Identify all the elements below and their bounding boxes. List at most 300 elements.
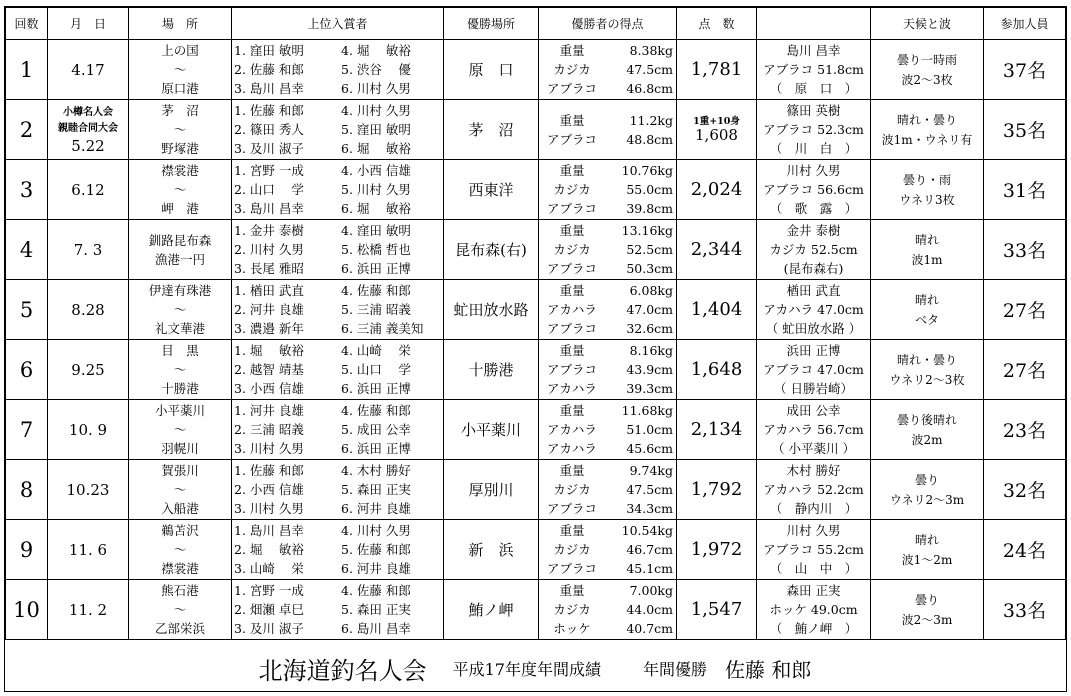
- winner-catches-cell: [539, 520, 677, 580]
- wave-condition: ウネリ3枚: [899, 192, 955, 207]
- ranking-entry: 2. 越智 靖基: [234, 362, 304, 377]
- ranking-entry: 4. 佐藤 和郎: [341, 583, 411, 598]
- header-row: [6, 8, 1066, 40]
- ranking-entry: 2. 小西 信雄: [234, 482, 304, 497]
- catch-category: 重量: [559, 43, 585, 58]
- catch-category: アカハラ: [547, 302, 597, 317]
- header-cell: 回数: [6, 8, 48, 40]
- ranking-entry: 3. 長尾 雅昭: [234, 261, 304, 276]
- winner-name: 金井 泰樹: [786, 223, 841, 238]
- catch-value: 40.7cm: [626, 621, 673, 636]
- location-tilde: 漁港一円: [154, 251, 205, 267]
- results-table: [5, 7, 1066, 640]
- points-value: 2,024: [690, 179, 743, 200]
- location-start: 伊達有珠港: [148, 283, 212, 298]
- points-cell: [677, 220, 757, 280]
- winner-catch: アカハラ 47.0cm: [763, 302, 864, 317]
- catch-value: 32.6cm: [626, 321, 673, 336]
- champion-label: 年間優勝: [643, 659, 708, 679]
- winner-cell: [757, 580, 871, 640]
- event-date: 6.12: [71, 180, 105, 199]
- event-date: 7. 3: [73, 240, 103, 259]
- event-note-line-2: 親睦合同大会: [58, 122, 118, 134]
- participant-count: 24名: [984, 520, 1066, 580]
- winning-venue: 新 浜: [444, 520, 539, 580]
- participant-count: 37名: [984, 40, 1066, 100]
- winner-catch: アブラコ 51.8cm: [763, 62, 864, 77]
- table-row: [6, 460, 1066, 520]
- ranking-entry: 1. 楢田 武直: [234, 283, 304, 298]
- ranking-entry: 2. 畑瀬 卓巳: [234, 602, 304, 617]
- catch-value: 8.16kg: [629, 343, 673, 358]
- ranking-entry: 4. 小西 信雄: [341, 163, 411, 178]
- catch-value: 55.0cm: [626, 182, 673, 197]
- winner-name: 川村 久男: [786, 163, 841, 178]
- catch-value: 34.3cm: [626, 501, 673, 516]
- rankings-cell: [232, 340, 444, 400]
- catch-category: 重量: [559, 343, 585, 358]
- winning-venue: 厚別川: [444, 460, 539, 520]
- points-value: 1,547: [690, 599, 743, 620]
- points-cell: [677, 520, 757, 580]
- catch-value: 45.6cm: [626, 441, 673, 456]
- rankings-cell: [232, 220, 444, 280]
- location-cell: [129, 220, 232, 280]
- ranking-entry: 2. 山口 学: [234, 182, 304, 197]
- ranking-entry: 1. 窪田 敏明: [234, 43, 304, 58]
- ranking-entry: 4. 川村 久男: [341, 103, 411, 118]
- location-tilde: ～: [173, 62, 187, 77]
- date-cell: [48, 580, 129, 640]
- ranking-entry: 3. 島川 昌幸: [234, 201, 304, 216]
- table-row: [6, 400, 1066, 460]
- location-start: 熊石港: [161, 583, 199, 598]
- winner-spot: (昆布森右): [783, 261, 844, 276]
- weather-condition: 晴れ: [914, 292, 939, 307]
- weather-cell: [871, 340, 984, 400]
- weather-condition: 晴れ: [914, 532, 939, 547]
- ranking-entry: 3. 及川 淑子: [234, 141, 304, 156]
- location-cell: [129, 400, 232, 460]
- table-row: [6, 160, 1066, 220]
- header-cell: 点 数: [677, 8, 757, 40]
- winner-catches-cell: [539, 160, 677, 220]
- location-start: 釧路昆布森: [148, 232, 212, 248]
- points-cell: [677, 460, 757, 520]
- rankings-cell: [232, 40, 444, 100]
- location-end: 十勝港: [161, 381, 199, 396]
- catch-value: 7.00kg: [629, 583, 673, 598]
- location-start: 茅 沼: [161, 103, 199, 118]
- location-tilde: ～: [173, 362, 187, 377]
- catch-value: 11.2kg: [629, 112, 673, 128]
- winner-spot: （ 虻田放水路 ）: [765, 321, 862, 336]
- catch-value: 43.9cm: [626, 362, 673, 377]
- winner-cell: [757, 400, 871, 460]
- catch-value: 47.0cm: [626, 302, 673, 317]
- winner-spot: （ 日勝岩崎）: [774, 381, 853, 396]
- catch-value: 8.38kg: [629, 43, 673, 58]
- winner-catch: アブラコ 55.2cm: [763, 542, 864, 557]
- catch-category: アカハラ: [547, 422, 597, 437]
- points-value: 1,608: [695, 126, 738, 144]
- ranking-entry: 1. 宮野 一成: [234, 163, 304, 178]
- date-cell: [48, 400, 129, 460]
- catch-value: 39.3cm: [626, 381, 673, 396]
- catch-category: アカハラ: [547, 381, 597, 396]
- winner-catch: アブラコ 52.3cm: [763, 122, 864, 137]
- winner-catches-cell: [539, 280, 677, 340]
- winner-name: 木村 勝好: [786, 463, 841, 478]
- catch-category: 重量: [559, 223, 585, 238]
- ranking-entry: 1. 金井 泰樹: [234, 223, 304, 238]
- location-start: 賀張川: [161, 463, 199, 478]
- winning-venue: 昆布森(右): [444, 220, 539, 280]
- location-cell: [129, 100, 232, 160]
- header-cell: 天候と波: [871, 8, 984, 40]
- event-date: 5.22: [71, 136, 105, 155]
- catch-category: アブラコ: [546, 362, 597, 377]
- table-row: [6, 40, 1066, 100]
- ranking-entry: 5. 成田 公幸: [341, 422, 411, 437]
- ranking-entry: 4. 山崎 栄: [341, 343, 411, 358]
- winner-name: 森田 正実: [786, 583, 841, 598]
- catch-category: 重量: [559, 163, 585, 178]
- winner-spot: （ 鮪ノ岬 ）: [769, 621, 858, 636]
- participant-count: 32名: [984, 460, 1066, 520]
- weather-cell: [871, 40, 984, 100]
- winner-catches-cell: [539, 40, 677, 100]
- rankings-cell: [232, 160, 444, 220]
- ranking-entry: 5. 山口 学: [341, 362, 411, 377]
- season-title: 平成17年度年間成績: [452, 659, 601, 679]
- ranking-entry: 6. 河井 良雄: [341, 501, 411, 516]
- event-date: 9.25: [71, 360, 105, 379]
- header-cell: 優勝場所: [444, 8, 539, 40]
- winner-cell: [757, 100, 871, 160]
- location-tilde: ～: [173, 182, 187, 197]
- catch-value: 51.0cm: [626, 422, 673, 437]
- ranking-entry: 2. 堀 敏裕: [234, 542, 304, 557]
- ranking-entry: 3. 川村 久男: [234, 441, 304, 456]
- ranking-entry: 5. 松橋 哲也: [341, 242, 411, 257]
- winner-cell: [757, 520, 871, 580]
- location-end: 礼文華港: [154, 321, 205, 336]
- location-start: 上の国: [161, 43, 199, 58]
- ranking-entry: 3. 及川 淑子: [234, 621, 304, 636]
- winner-catches-cell: [539, 340, 677, 400]
- winning-venue: 原 口: [444, 40, 539, 100]
- weather-condition: 曇り: [914, 592, 939, 607]
- catch-value: 44.0cm: [626, 602, 673, 617]
- wave-condition: 波1m・ウネリ有: [881, 132, 973, 147]
- weather-cell: [871, 520, 984, 580]
- winner-cell: [757, 220, 871, 280]
- winner-catch: アブラコ 47.0cm: [763, 362, 864, 377]
- ranking-entry: 5. 渋谷 優: [341, 62, 411, 77]
- catch-category: アブラコ: [546, 201, 597, 216]
- header-cell: 優勝者の得点: [539, 8, 677, 40]
- event-date: 8.28: [71, 300, 105, 319]
- date-cell: [48, 100, 129, 160]
- winner-cell: [757, 280, 871, 340]
- header-cell: 参加人員: [984, 8, 1066, 40]
- catch-value: 9.74kg: [629, 463, 673, 478]
- wave-condition: 波1～2m: [901, 552, 953, 567]
- ranking-entry: 3. 川村 久男: [234, 501, 304, 516]
- catch-category: カジカ: [553, 482, 591, 497]
- event-date: 10.23: [66, 480, 110, 499]
- points-value: 2,344: [690, 239, 743, 260]
- table-row: [6, 580, 1066, 640]
- location-tilde: ～: [173, 122, 187, 137]
- winning-venue: 虻田放水路: [444, 280, 539, 340]
- catch-category: 重量: [559, 283, 585, 298]
- catch-value: 11.68kg: [621, 403, 673, 418]
- winner-cell: [757, 40, 871, 100]
- location-start: 目 黒: [161, 343, 199, 358]
- table-row: [6, 220, 1066, 280]
- participant-count: 35名: [984, 100, 1066, 160]
- ranking-entry: 3. 島川 昌幸: [234, 81, 304, 96]
- catch-category: アブラコ: [546, 561, 597, 576]
- catch-value: 50.3cm: [626, 261, 673, 276]
- rankings-cell: [232, 580, 444, 640]
- header-cell: 上位入賞者: [232, 8, 444, 40]
- location-cell: [129, 160, 232, 220]
- winner-catches-cell: [539, 580, 677, 640]
- location-end: 羽幌川: [161, 441, 199, 456]
- ranking-entry: 4. 堀 敏裕: [341, 43, 411, 58]
- catch-category: 重量: [559, 403, 585, 418]
- ranking-entry: 1. 宮野 一成: [234, 583, 304, 598]
- ranking-entry: 6. 浜田 正博: [341, 441, 411, 456]
- weather-condition: 曇り後晴れ: [896, 412, 957, 427]
- catch-value: 47.5cm: [626, 62, 673, 77]
- ranking-entry: 2. 篠田 秀人: [234, 122, 304, 137]
- weather-condition: 晴れ・曇り: [896, 112, 957, 127]
- location-tilde: ～: [173, 422, 187, 437]
- weather-cell: [871, 460, 984, 520]
- header-cell: 場 所: [129, 8, 232, 40]
- points-value: 1,972: [690, 539, 743, 560]
- wave-condition: 波2m: [911, 432, 943, 447]
- participant-count: 31名: [984, 160, 1066, 220]
- ranking-entry: 6. 川村 久男: [341, 81, 411, 96]
- points-note: 1重+10身: [693, 116, 740, 127]
- ranking-entry: 4. 川村 久男: [341, 523, 411, 538]
- location-end: 野塚港: [161, 141, 199, 156]
- rankings-cell: [232, 280, 444, 340]
- location-end: 原口港: [161, 81, 199, 96]
- catch-category: アブラコ: [546, 131, 597, 147]
- winner-spot: （ 歌 露 ）: [769, 201, 858, 216]
- location-tilde: ～: [173, 602, 187, 617]
- location-end: 襟裳港: [161, 561, 199, 576]
- round-number: 9: [6, 520, 48, 580]
- catch-category: 重量: [559, 583, 585, 598]
- catch-category: アカハラ: [547, 441, 597, 456]
- wave-condition: 波1m: [911, 252, 943, 267]
- ranking-entry: 6. 三浦 義美知: [341, 321, 424, 336]
- winner-catches-cell: [539, 100, 677, 160]
- ranking-entry: 6. 堀 敏裕: [341, 141, 411, 156]
- ranking-entry: 2. 川村 久男: [234, 242, 304, 257]
- ranking-entry: 6. 島川 昌幸: [341, 621, 411, 636]
- winner-name: 川村 久男: [786, 523, 841, 538]
- winner-name: 成田 公幸: [786, 403, 841, 418]
- winner-catches-cell: [539, 460, 677, 520]
- event-date: 10. 9: [68, 420, 108, 439]
- participant-count: 33名: [984, 220, 1066, 280]
- catch-category: カジカ: [553, 542, 591, 557]
- ranking-entry: 4. 佐藤 和郎: [341, 403, 411, 418]
- round-number: 5: [6, 280, 48, 340]
- results-sheet: [4, 6, 1067, 692]
- weather-condition: 晴れ: [914, 232, 939, 247]
- ranking-entry: 1. 堀 敏裕: [234, 343, 304, 358]
- ranking-entry: 4. 木村 勝好: [341, 463, 411, 478]
- location-cell: [129, 280, 232, 340]
- winning-venue: 茅 沼: [444, 100, 539, 160]
- event-date: 11. 6: [68, 540, 108, 559]
- points-cell: [677, 40, 757, 100]
- catch-value: 48.8cm: [626, 131, 673, 147]
- catch-category: 重量: [559, 523, 585, 538]
- weather-condition: 曇り: [914, 472, 939, 487]
- catch-category: カジカ: [553, 62, 591, 77]
- catch-value: 47.5cm: [626, 482, 673, 497]
- ranking-entry: 1. 島川 昌幸: [234, 523, 304, 538]
- weather-cell: [871, 280, 984, 340]
- catch-category: アブラコ: [546, 321, 597, 336]
- catch-category: カジカ: [553, 242, 591, 257]
- location-cell: [129, 340, 232, 400]
- location-end: 乙部栄浜: [154, 621, 205, 636]
- catch-value: 45.1cm: [626, 561, 673, 576]
- winning-venue: 十勝港: [444, 340, 539, 400]
- round-number: 6: [6, 340, 48, 400]
- winner-catch: アブラコ 56.6cm: [763, 182, 864, 197]
- wave-condition: 波2～3枚: [901, 72, 953, 87]
- winner-cell: [757, 160, 871, 220]
- points-cell: [677, 400, 757, 460]
- points-cell: [677, 280, 757, 340]
- ranking-entry: 5. 三浦 昭義: [341, 302, 411, 317]
- winner-spot: （ 川 白 ）: [769, 141, 858, 156]
- winner-name: 篠田 英樹: [786, 103, 841, 118]
- wave-condition: ウネリ2～3m: [889, 492, 965, 507]
- catch-category: 重量: [559, 463, 585, 478]
- ranking-entry: 6. 浜田 正博: [341, 261, 411, 276]
- ranking-entry: 4. 佐藤 和郎: [341, 283, 411, 298]
- ranking-entry: 6. 河井 良雄: [341, 561, 411, 576]
- rankings-cell: [232, 460, 444, 520]
- round-number: 3: [6, 160, 48, 220]
- catch-value: 39.8cm: [626, 201, 673, 216]
- ranking-entry: 6. 堀 敏裕: [341, 201, 411, 216]
- catch-category: 重量: [559, 112, 585, 128]
- wave-condition: ベタ: [914, 312, 939, 327]
- catch-value: 46.7cm: [626, 542, 673, 557]
- catch-category: アブラコ: [546, 501, 597, 516]
- location-start: 襟裳港: [161, 163, 199, 178]
- catch-category: アブラコ: [546, 261, 597, 276]
- weather-condition: 晴れ・曇り: [896, 352, 957, 367]
- location-cell: [129, 580, 232, 640]
- location-tilde: ～: [173, 542, 187, 557]
- points-cell: [677, 100, 757, 160]
- ranking-entry: 2. 三浦 昭義: [234, 422, 304, 437]
- points-value: 1,404: [690, 299, 743, 320]
- catch-value: 6.08kg: [629, 283, 673, 298]
- participant-count: 33名: [984, 580, 1066, 640]
- date-cell: [48, 460, 129, 520]
- winning-venue: 小平薬川: [444, 400, 539, 460]
- participant-count: 23名: [984, 400, 1066, 460]
- winner-catch: アカハラ 56.7cm: [763, 422, 864, 437]
- catch-category: アブラコ: [546, 81, 597, 96]
- location-start: 小平薬川: [154, 403, 205, 418]
- ranking-entry: 5. 佐藤 和郎: [341, 542, 411, 557]
- weather-cell: [871, 400, 984, 460]
- table-row: [6, 340, 1066, 400]
- points-cell: [677, 580, 757, 640]
- champion-name: 佐藤 和郎: [725, 657, 812, 682]
- round-number: 7: [6, 400, 48, 460]
- ranking-entry: 4. 窪田 敏明: [341, 223, 411, 238]
- wave-condition: ウネリ2～3枚: [889, 372, 965, 387]
- header-cell: 月 日: [48, 8, 129, 40]
- round-number: 2: [6, 100, 48, 160]
- ranking-entry: 1. 河井 良雄: [234, 403, 304, 418]
- catch-value: 13.16kg: [621, 223, 673, 238]
- organization-name: 北海道釣名人会: [258, 656, 427, 685]
- winner-catches-cell: [539, 400, 677, 460]
- winner-catches-cell: [539, 220, 677, 280]
- points-value: 2,134: [690, 419, 743, 440]
- location-start: 鵜苫沢: [161, 523, 199, 538]
- date-cell: [48, 160, 129, 220]
- ranking-entry: 1. 佐藤 和郎: [234, 103, 304, 118]
- weather-condition: 曇り一時雨: [896, 52, 957, 67]
- winner-catch: ホッケ 49.0cm: [769, 602, 858, 617]
- location-cell: [129, 460, 232, 520]
- round-number: 8: [6, 460, 48, 520]
- event-note-line-1: 小樽名人会: [63, 106, 113, 118]
- date-cell: [48, 40, 129, 100]
- catch-category: ホッケ: [553, 621, 591, 636]
- winning-venue: 西東洋: [444, 160, 539, 220]
- catch-category: カジカ: [553, 602, 591, 617]
- location-cell: [129, 520, 232, 580]
- points-cell: [677, 160, 757, 220]
- ranking-entry: 5. 川村 久男: [341, 182, 411, 197]
- location-tilde: ～: [173, 482, 187, 497]
- winning-venue: 鮪ノ岬: [444, 580, 539, 640]
- ranking-entry: 5. 窪田 敏明: [341, 122, 411, 137]
- date-cell: [48, 280, 129, 340]
- table-row: [6, 280, 1066, 340]
- winner-name: 島川 昌幸: [786, 43, 841, 58]
- participant-count: 27名: [984, 280, 1066, 340]
- event-date: 11. 2: [68, 600, 108, 619]
- date-cell: [48, 340, 129, 400]
- winner-spot: （ 静内川 ）: [769, 501, 858, 516]
- ranking-entry: 5. 森田 正実: [341, 482, 411, 497]
- round-number: 4: [6, 220, 48, 280]
- winner-cell: [757, 460, 871, 520]
